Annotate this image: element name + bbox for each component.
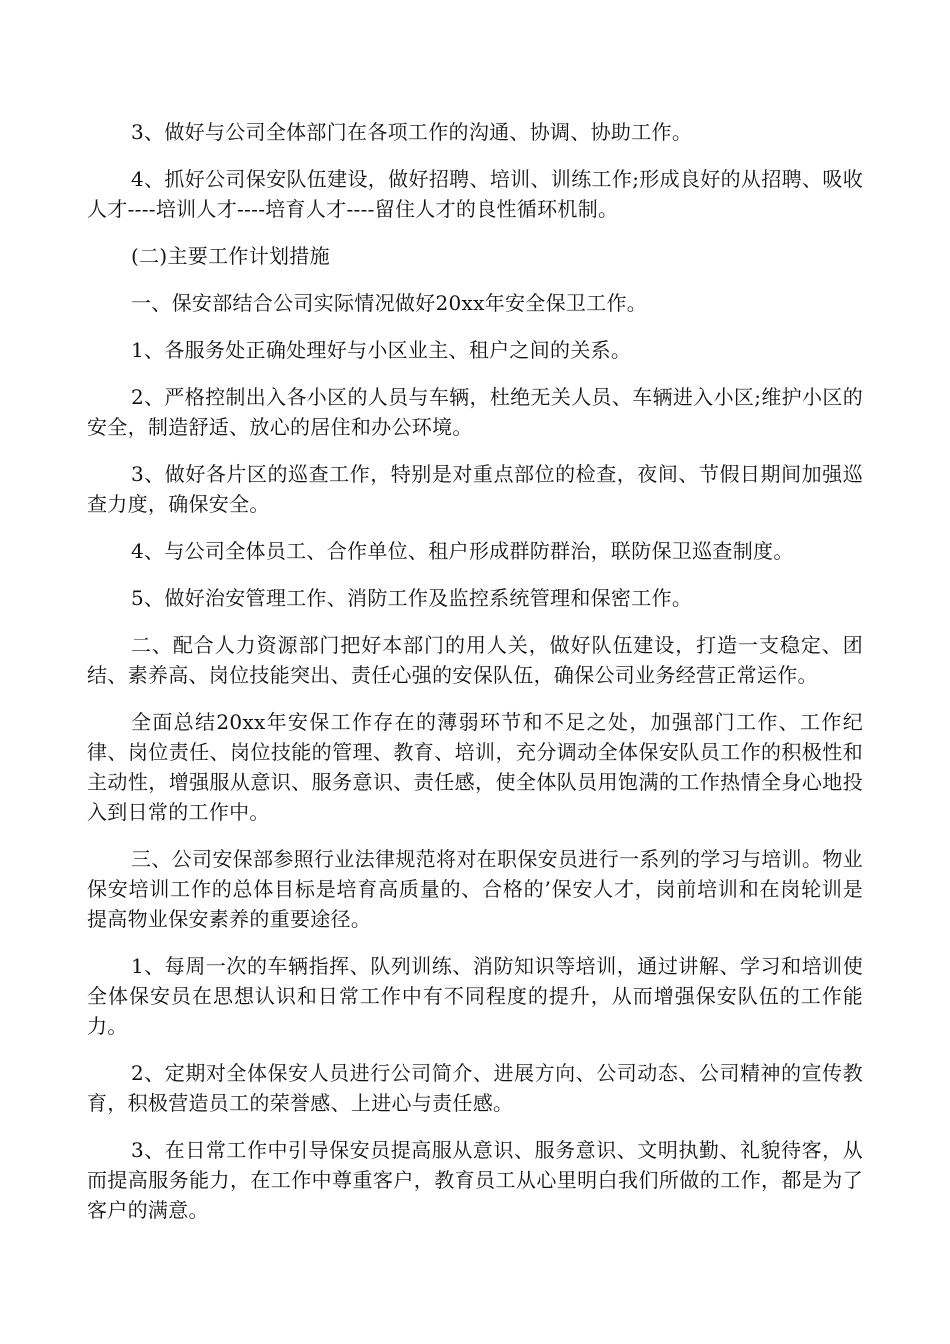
- section-heading-measures: (二)主要工作计划措施: [131, 244, 330, 268]
- paragraph-weekly-training: 1、每周一次的车辆指挥、队列训练、消防知识等培训，通过讲解、学习和培训使全体保安员在思想认识和日常工作中有不同程度的提升，从而增强保安队伍的工作能力。: [87, 954, 863, 1038]
- paragraph-team-building: 4、抓好公司保安队伍建设，做好招聘、培训、训练工作;形成良好的从招聘、吸收人才----培训人才----培育人才----留住人才的良性循环机制。: [87, 167, 863, 221]
- paragraph-owner-relations: 1、各服务处正确处理好与小区业主、租户之间的关系。: [131, 338, 632, 362]
- paragraph-security-work: 一、保安部结合公司实际情况做好20xx年安全保卫工作。: [131, 291, 648, 315]
- paragraph-hr-cooperation: 二、配合人力资源部门把好本部门的用人关，做好队伍建设，打造一支稳定、团结、素养高、岗位技能突出、责任心强的安保队伍，确保公司业务经营正常运作。: [87, 633, 863, 687]
- paragraph-fire-safety: 5、做好治安管理工作、消防工作及监控系统管理和保密工作。: [131, 586, 693, 610]
- paragraph-summary: 全面总结20xx年安保工作存在的薄弱环节和不足之处，加强部门工作、工作纪律、岗位责任、岗位技能的管理、教育、培训，充分调动全体保安队员工作的积极性和主动性，增强服从意识、服务意识、责任感，使全体队员用饱满的工作热情全身心地投入到日常的工作中。: [87, 710, 863, 824]
- paragraph-service-awareness: 3、在日常工作中引导保安员提高服从意识、服务意识、文明执勤、礼貌待客，从而提高服务能力，在工作中尊重客户，教育员工从心里明白我们所做的工作，都是为了客户的满意。: [87, 1138, 863, 1222]
- paragraph-training-goal: 三、公司安保部参照行业法律规范将对在职保安员进行一系列的学习与培训。物业保安培训工作的总体目标是培育高质量的、合格的’保安人才，岗前培训和在岗轮训是提高物业保安素养的重要途径。: [87, 847, 863, 931]
- paragraph-joint-defense: 4、与公司全体员工、合作单位、租户形成群防群治，联防保卫巡查制度。: [131, 539, 794, 563]
- paragraph-access-control: 2、严格控制出入各小区的人员与车辆，杜绝无关人员、车辆进入小区;维护小区的安全，制造舒适、放心的居住和办公环境。: [87, 385, 863, 439]
- paragraph-coordination: 3、做好与公司全体部门在各项工作的沟通、协调、协助工作。: [131, 120, 693, 144]
- document-body: [87, 117, 863, 1242]
- paragraph-company-education: 2、定期对全体保安人员进行公司简介、进展方向、公司动态、公司精神的宣传教育，积极营造员工的荣誉感、上进心与责任感。: [87, 1061, 863, 1115]
- paragraph-patrol: 3、做好各片区的巡查工作，特别是对重点部位的检查，夜间、节假日期间加强巡查力度，确保安全。: [87, 462, 863, 516]
